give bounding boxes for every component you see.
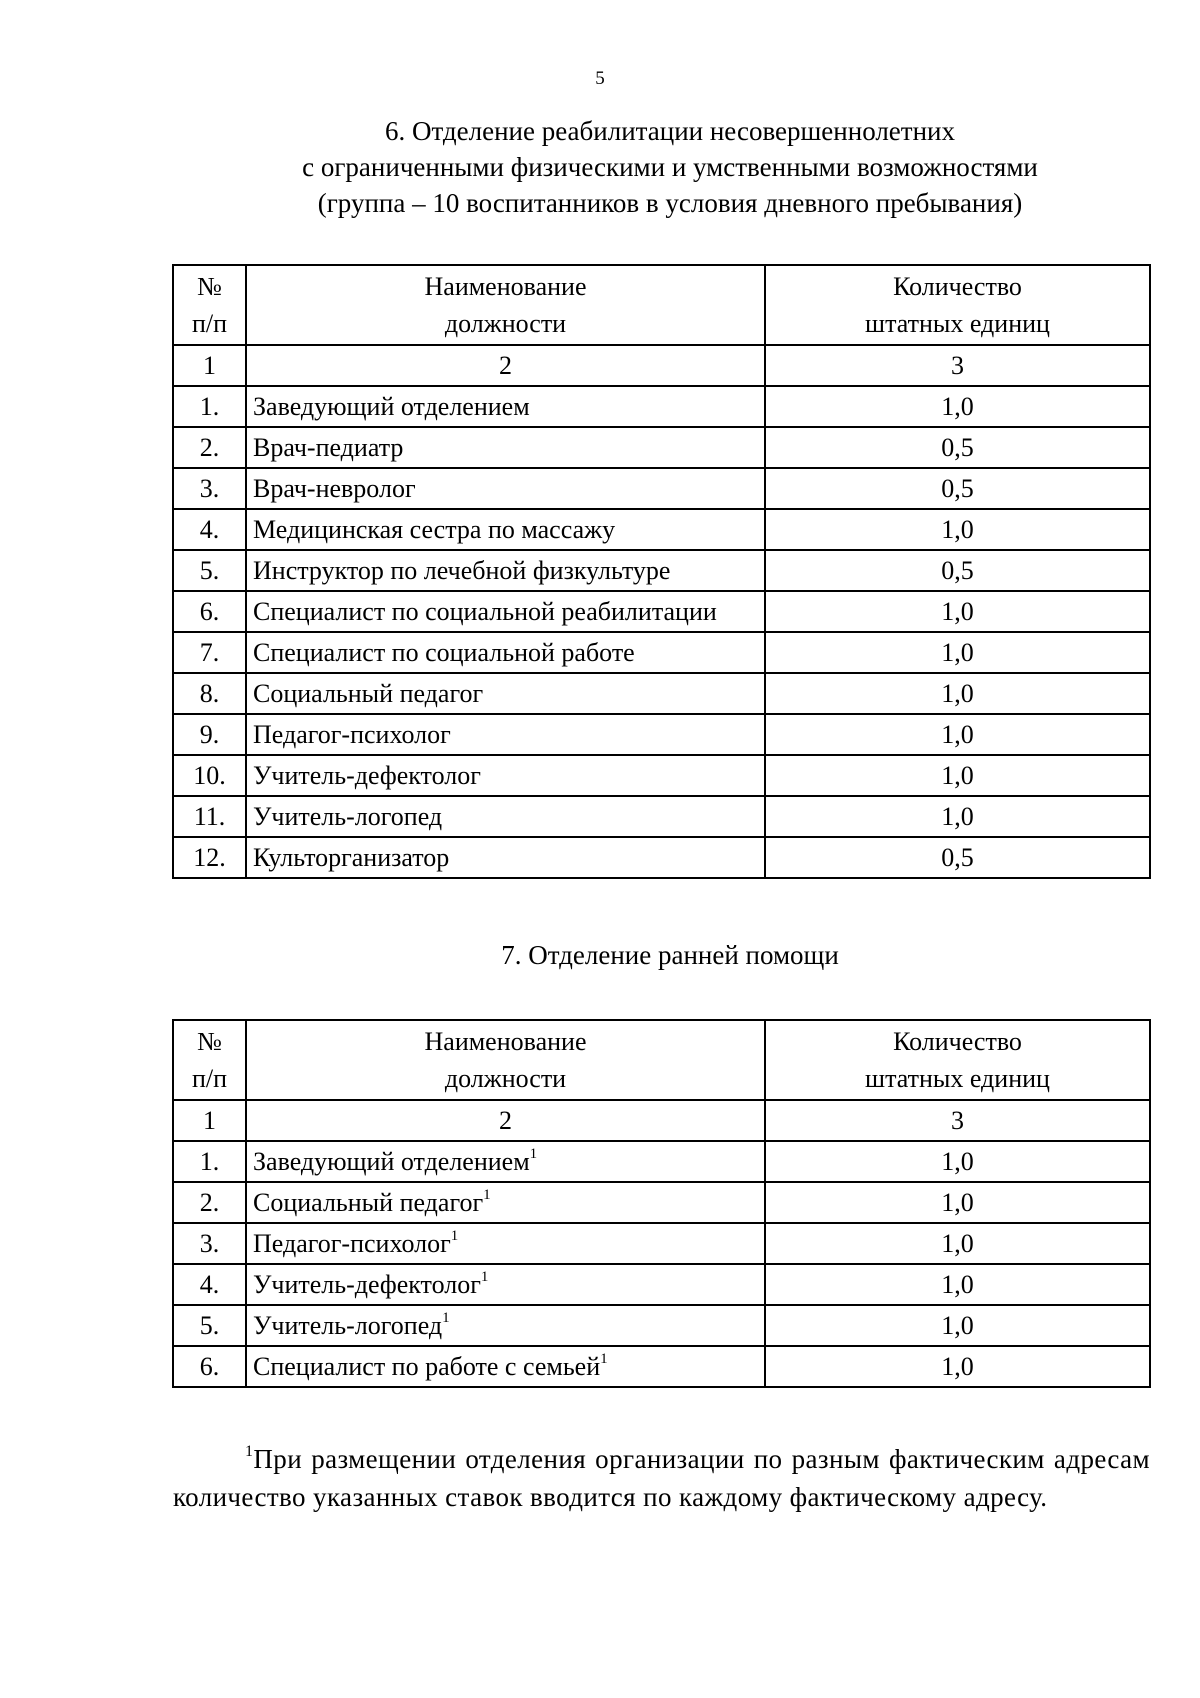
row-number: 8. bbox=[173, 673, 246, 714]
header-text: Количество bbox=[893, 1027, 1022, 1056]
staff-quantity: 0,5 bbox=[765, 468, 1150, 509]
section-6-title-line: (группа – 10 воспитанников в условия дневного пребывания) bbox=[317, 188, 1023, 218]
row-number: 7. bbox=[173, 632, 246, 673]
position-name: Инструктор по лечебной физкультуре bbox=[253, 555, 671, 585]
table-row bbox=[173, 1305, 1150, 1346]
staff-quantity: 1,0 bbox=[765, 1182, 1150, 1223]
header-text: № bbox=[197, 1027, 222, 1056]
position-name: Заведующий отделением bbox=[253, 1146, 530, 1176]
table-row bbox=[173, 1141, 1150, 1182]
position-name: Педагог-психолог bbox=[253, 719, 451, 749]
staff-quantity: 1,0 bbox=[765, 714, 1150, 755]
staff-quantity: 0,5 bbox=[765, 427, 1150, 468]
section-7-title: 7. Отделение ранней помощи bbox=[501, 940, 839, 970]
header-text: № bbox=[197, 272, 222, 301]
staff-quantity: 1,0 bbox=[765, 509, 1150, 550]
staff-quantity: 0,5 bbox=[765, 550, 1150, 591]
footnote-text: При размещении отделения организации по разным фактическим адресам количество указанных ставок вводится по каждому фактическому адресу. bbox=[173, 1444, 1150, 1512]
staff-quantity: 1,0 bbox=[765, 796, 1150, 837]
header-quantity bbox=[765, 265, 1150, 345]
row-number: 6. bbox=[173, 591, 246, 632]
section-6-title-line: с ограниченными физическими и умственными возможностями bbox=[302, 152, 1038, 182]
footnote-reference: 1 bbox=[600, 1350, 608, 1367]
position-name-cell bbox=[246, 755, 765, 796]
position-name-cell bbox=[246, 1264, 765, 1305]
position-name-cell bbox=[246, 632, 765, 673]
row-number: 4. bbox=[173, 509, 246, 550]
position-name: Специалист по работе с семьей bbox=[253, 1351, 601, 1381]
position-name: Врач-педиатр bbox=[253, 432, 404, 462]
position-name: Учитель-логопед bbox=[253, 801, 443, 831]
table-header-row bbox=[173, 265, 1150, 345]
footnote-reference: 1 bbox=[450, 1227, 459, 1244]
staff-quantity: 0,5 bbox=[765, 837, 1150, 878]
footnote-marker: 1 bbox=[245, 1443, 254, 1460]
position-name-cell bbox=[246, 673, 765, 714]
column-number: 2 bbox=[246, 345, 765, 386]
header-text: должности bbox=[444, 1064, 567, 1093]
footnote-reference: 1 bbox=[480, 1268, 489, 1285]
position-name-cell bbox=[246, 509, 765, 550]
column-numbers-row bbox=[173, 345, 1150, 386]
header-position bbox=[246, 1020, 765, 1100]
row-number: 6. bbox=[173, 1346, 246, 1387]
table-row bbox=[173, 796, 1150, 837]
position-name: Социальный педагог bbox=[253, 678, 484, 708]
staff-quantity: 1,0 bbox=[765, 1141, 1150, 1182]
position-name: Заведующий отделением bbox=[253, 391, 530, 421]
staff-quantity: 1,0 bbox=[765, 591, 1150, 632]
row-number: 1. bbox=[173, 386, 246, 427]
row-number: 9. bbox=[173, 714, 246, 755]
table-row bbox=[173, 591, 1150, 632]
row-number: 4. bbox=[173, 1264, 246, 1305]
staff-quantity: 1,0 bbox=[765, 1264, 1150, 1305]
header-text: п/п bbox=[191, 1064, 228, 1093]
column-number: 1 bbox=[173, 1100, 246, 1141]
header-quantity bbox=[765, 1020, 1150, 1100]
header-text: Наименование bbox=[424, 1027, 587, 1056]
position-name: Специалист по социальной работе bbox=[253, 637, 635, 667]
staff-quantity: 1,0 bbox=[765, 632, 1150, 673]
position-name: Учитель-дефектолог bbox=[253, 760, 481, 790]
column-number: 3 bbox=[765, 1100, 1150, 1141]
row-number: 10. bbox=[173, 755, 246, 796]
footnote-reference: 1 bbox=[529, 1145, 538, 1162]
header-text: штатных единиц bbox=[865, 1064, 1050, 1093]
footnote bbox=[173, 1440, 1150, 1516]
header-text: п/п bbox=[191, 309, 228, 338]
position-name-cell bbox=[246, 386, 765, 427]
position-name-cell bbox=[246, 1223, 765, 1264]
staff-quantity: 1,0 bbox=[765, 673, 1150, 714]
column-number: 3 bbox=[765, 345, 1150, 386]
staff-quantity: 1,0 bbox=[765, 1305, 1150, 1346]
row-number: 3. bbox=[173, 1223, 246, 1264]
section-6-title-line: 6. Отделение реабилитации несовершеннолетних bbox=[384, 116, 955, 146]
table-row bbox=[173, 550, 1150, 591]
table-row bbox=[173, 1223, 1150, 1264]
row-number: 11. bbox=[173, 796, 246, 837]
table-row bbox=[173, 632, 1150, 673]
column-number: 2 bbox=[246, 1100, 765, 1141]
table-row bbox=[173, 468, 1150, 509]
staff-quantity: 1,0 bbox=[765, 1223, 1150, 1264]
header-num bbox=[173, 1020, 246, 1100]
section-7-staff-table bbox=[172, 1019, 1151, 1388]
position-name: Специалист по социальной реабилитации bbox=[253, 596, 717, 626]
staff-quantity: 1,0 bbox=[765, 386, 1150, 427]
section-6-title bbox=[130, 113, 1200, 221]
table-row bbox=[173, 714, 1150, 755]
position-name-cell bbox=[246, 550, 765, 591]
position-name: Педагог-психолог bbox=[253, 1228, 451, 1258]
position-name-cell bbox=[246, 427, 765, 468]
header-num bbox=[173, 265, 246, 345]
table-row bbox=[173, 386, 1150, 427]
position-name-cell bbox=[246, 591, 765, 632]
header-position bbox=[246, 265, 765, 345]
row-number: 5. bbox=[173, 550, 246, 591]
footnote-reference: 1 bbox=[442, 1309, 450, 1326]
table-row bbox=[173, 673, 1150, 714]
table-header-row bbox=[173, 1020, 1150, 1100]
staff-quantity: 1,0 bbox=[765, 1346, 1150, 1387]
position-name-cell bbox=[246, 837, 765, 878]
column-number: 1 bbox=[173, 345, 246, 386]
table-row bbox=[173, 1346, 1150, 1387]
header-text: Количество bbox=[893, 272, 1022, 301]
position-name: Социальный педагог bbox=[253, 1187, 484, 1217]
staff-quantity: 1,0 bbox=[765, 755, 1150, 796]
row-number: 2. bbox=[173, 1182, 246, 1223]
table-row bbox=[173, 1182, 1150, 1223]
position-name-cell bbox=[246, 796, 765, 837]
position-name: Врач-невролог bbox=[253, 473, 416, 503]
position-name-cell bbox=[246, 1182, 765, 1223]
row-number: 3. bbox=[173, 468, 246, 509]
table-row bbox=[173, 509, 1150, 550]
position-name-cell bbox=[246, 468, 765, 509]
table-row bbox=[173, 427, 1150, 468]
position-name: Учитель-логопед bbox=[253, 1310, 443, 1340]
page-number: 5 bbox=[595, 68, 605, 89]
row-number: 2. bbox=[173, 427, 246, 468]
position-name-cell bbox=[246, 1346, 765, 1387]
position-name: Медицинская сестра по массажу bbox=[253, 514, 616, 544]
table-row bbox=[173, 837, 1150, 878]
header-text: Наименование bbox=[424, 272, 587, 301]
row-number: 1. bbox=[173, 1141, 246, 1182]
row-number: 5. bbox=[173, 1305, 246, 1346]
row-number: 12. bbox=[173, 837, 246, 878]
header-text: штатных единиц bbox=[865, 309, 1050, 338]
position-name-cell bbox=[246, 1305, 765, 1346]
column-numbers-row bbox=[173, 1100, 1150, 1141]
position-name: Учитель-дефектолог bbox=[253, 1269, 481, 1299]
section-6-staff-table bbox=[172, 264, 1151, 879]
header-text: должности bbox=[444, 309, 567, 338]
position-name-cell bbox=[246, 714, 765, 755]
position-name: Культорганизатор bbox=[253, 842, 450, 872]
position-name-cell bbox=[246, 1141, 765, 1182]
footnote-reference: 1 bbox=[483, 1186, 491, 1203]
table-row bbox=[173, 755, 1150, 796]
table-row bbox=[173, 1264, 1150, 1305]
